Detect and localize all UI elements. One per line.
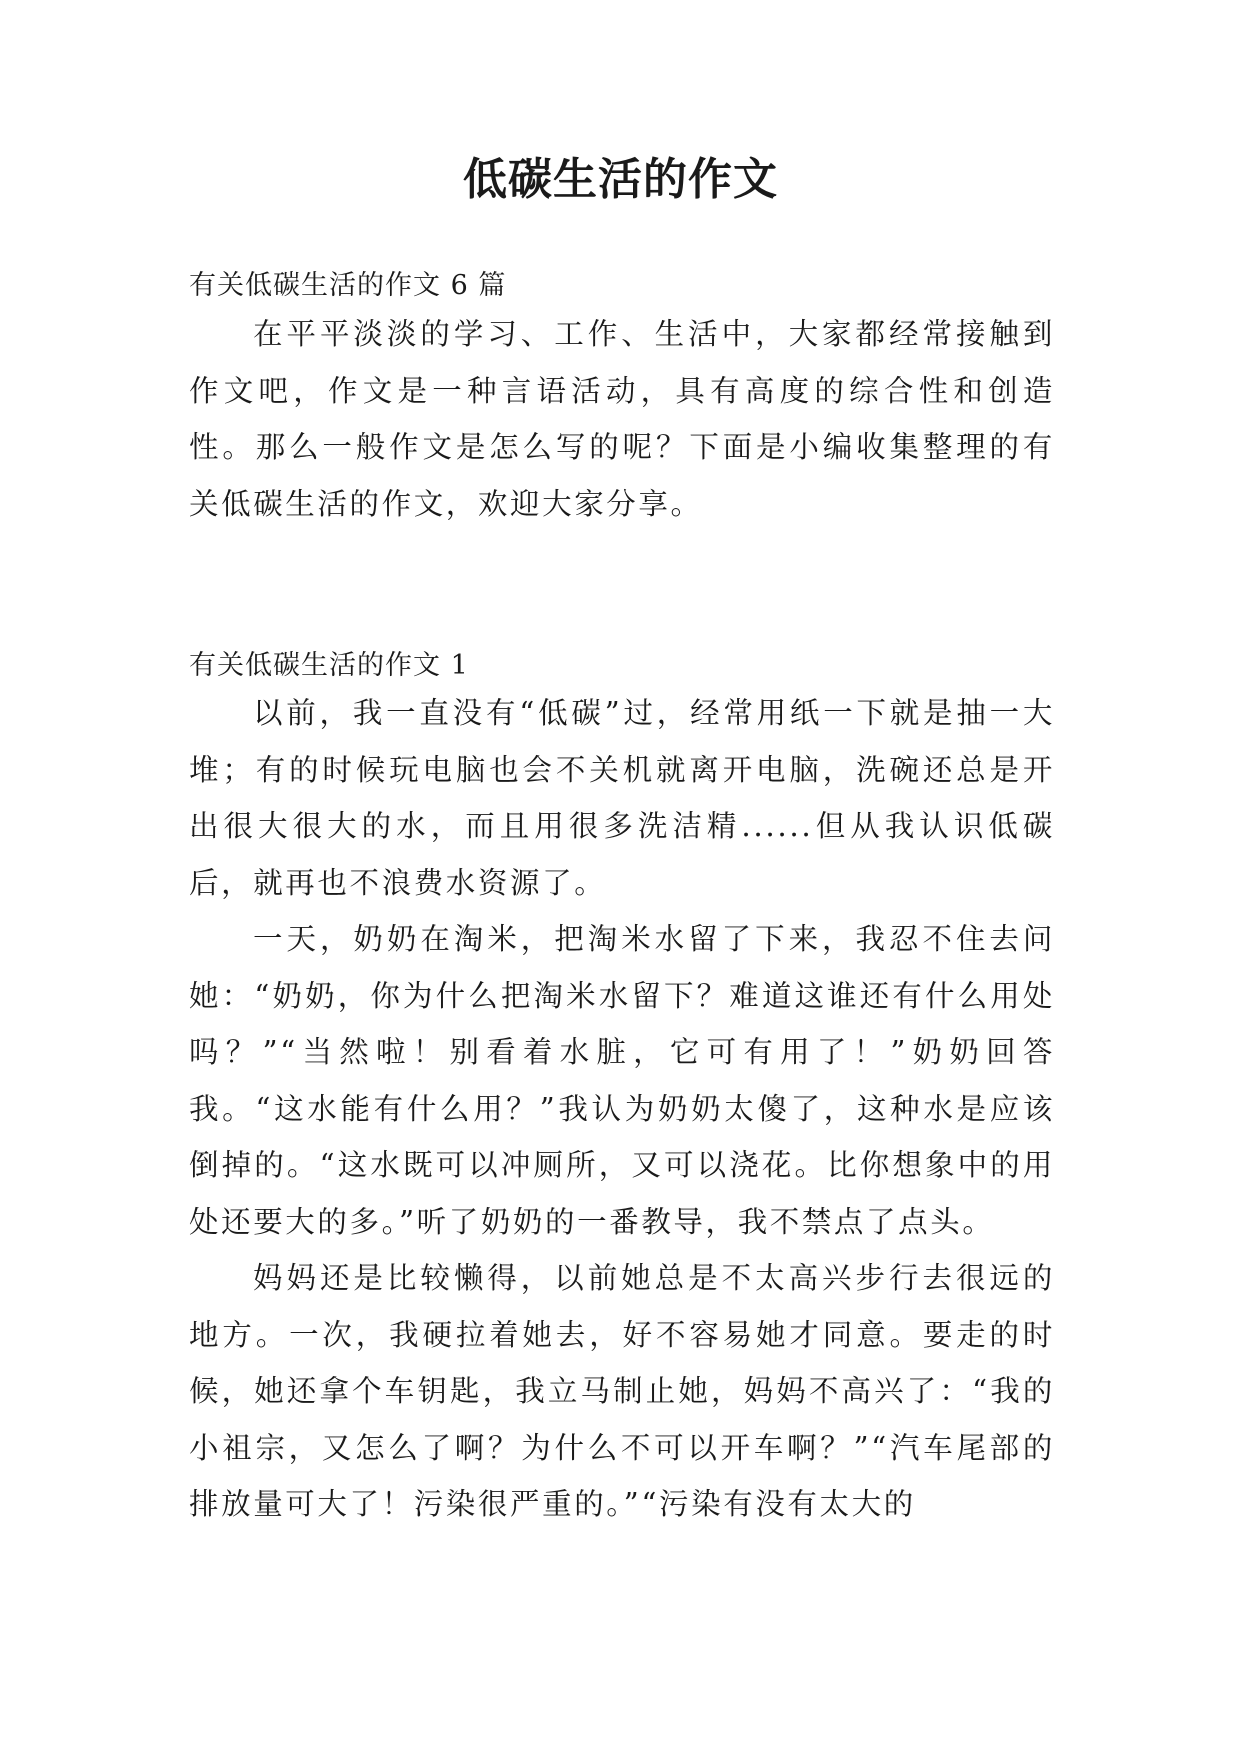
intro-heading: 有关低碳生活的作文 6 篇 (189, 270, 507, 301)
essay1-heading-block (189, 646, 1055, 686)
essay1-paragraph: 妈妈还是比较懒得，以前她总是不太高兴步行去很远的地方。一次，我硬拉着她去，好不容易她才同意。要走的时候，她还拿个车钥匙，我立马制止她，妈妈不高兴了：“我的小祖宗，又怎么了啊？为什么不可以开车啊？”“汽车尾部的排放量可大了！污染很严重的。”“污染有没有太大的 (189, 1261, 1055, 1521)
essay1-body (189, 685, 1055, 1533)
intro-paragraph: 在平平淡淡的学习、工作、生活中，大家都经常接触到作文吧，作文是一种言语活动，具有高度的综合性和创造性。那么一般作文是怎么写的呢？下面是小编收集整理的有关低碳生活的作文，欢迎大家分享。 (189, 317, 1055, 521)
essay1-paragraph: 一天，奶奶在淘米，把淘米水留了下来，我忍不住去问她：“奶奶，你为什么把淘米水留下？难道这谁还有什么用处吗？”“当然啦！别看着水脏，它可有用了！”奶奶回答我。“这水能有什么用？”我认为奶奶太傻了，这种水是应该倒掉的。“这水既可以冲厕所，又可以浇花。比你想象中的用处还要大的多。”听了奶奶的一番教导，我不禁点了点头。 (189, 922, 1055, 1239)
document-title: 低碳生活的作文 (463, 154, 778, 205)
intro-paragraph-block (189, 306, 1055, 532)
essay1-heading: 有关低碳生活的作文 1 (189, 650, 469, 681)
intro-section (189, 266, 1055, 306)
essay1-paragraph: 以前，我一直没有“低碳”过，经常用纸一下就是抽一大堆；有的时候玩电脑也会不关机就离开电脑，洗碗还总是开出很大很大的水，而且用很多洗洁精......但从我认识低碳后，就再也不浪费水资源了。 (189, 696, 1055, 900)
